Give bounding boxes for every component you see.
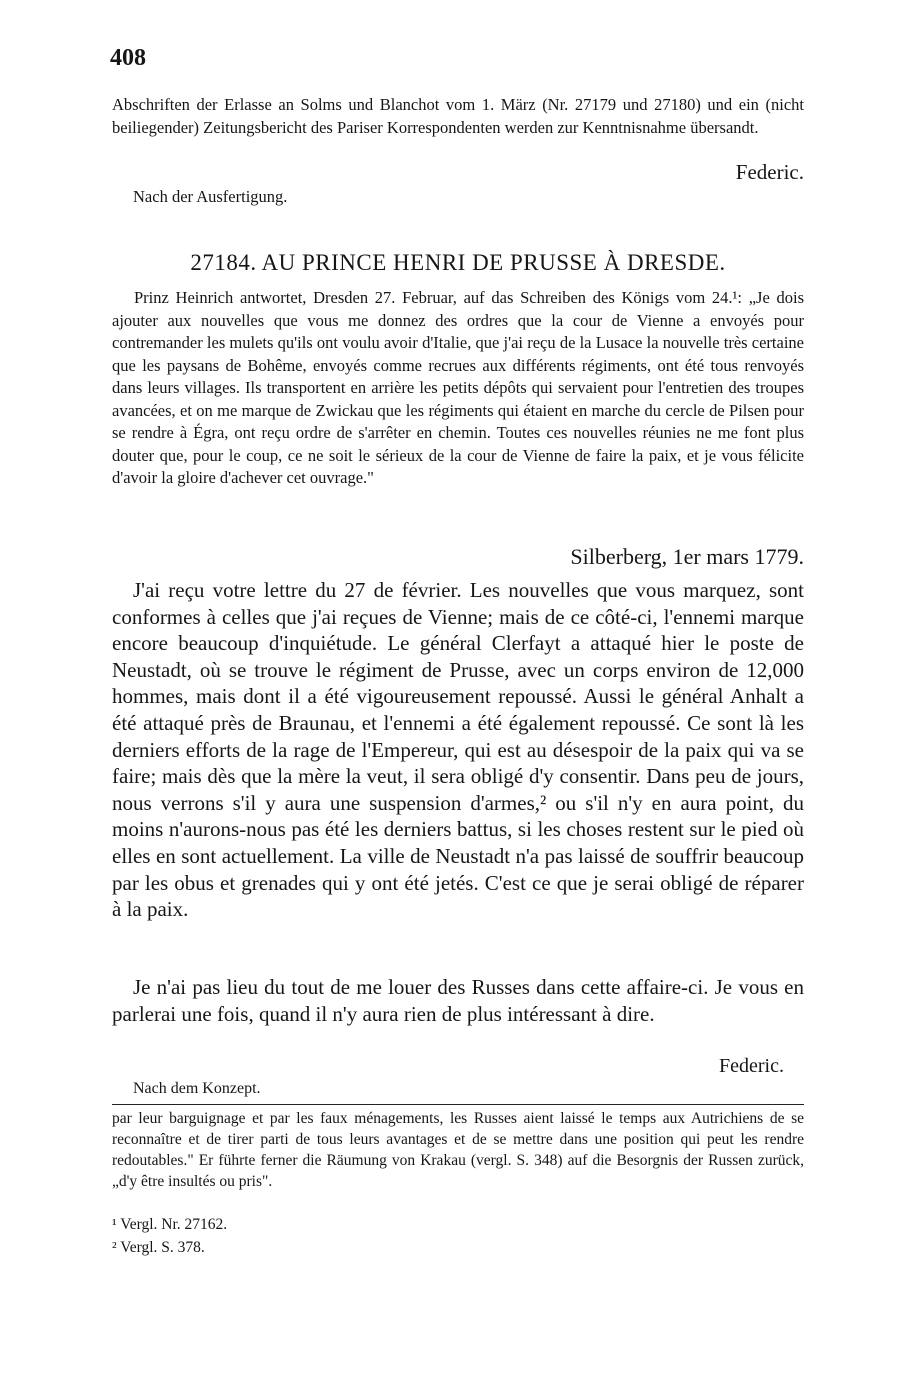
signature-2: Federic. [719, 1055, 784, 1077]
page-number: 408 [110, 45, 146, 71]
document-heading: 27184. AU PRINCE HENRI DE PRUSSE À DRESDE. [190, 250, 726, 275]
source-note-2: Nach dem Konzept. [133, 1080, 261, 1097]
footnote-2: ² Vergl. S. 378. [112, 1239, 205, 1256]
signature-1: Federic. [735, 160, 804, 184]
footnote-1: ¹ Vergl. Nr. 27162. [112, 1216, 228, 1233]
letter-body-paragraph-2: Je n'ai pas lieu du tout de me louer des Russes dans cette affaire-ci. Je vous en parlerai une fois, quand il n'y aura rien de plus intéressant à dire. [112, 975, 804, 1026]
summary-paragraph: Prinz Heinrich antwortet, Dresden 27. Februar, auf das Schreiben des Königs vom 24.¹: „Je dois ajouter aux nouvelles que vous me donnez des ordres que la cour de Vienne a envoyés pour contremander les mulets qu'ils ont voulu avoir d'Italie, que j'ai reçu de la Lusace la nouvelle très certaine que les paysans de Bohême, envoyés comme recrues aux différents régiments, ont été tous renvoyés dans leurs villages. Ils transportent en arrière les petits dépôts qui servaient pour l'entretien des troupes avancées, et on me marque de Zwickau que les régiments qui étaient en marche du cercle de Pilsen pour se rendre à Égra, ont reçu ordre de s'arrêter en chemin. Toutes ces nouvelles réunies ne me font plus douter que, pour le coup, ce ne soit le sérieux de la cour de Vienne de faire la paix, et je vous félicite d'avoir la gloire d'achever cet ouvrage." [112, 288, 804, 487]
intro-paragraph: Abschriften der Erlasse an Solms und Blanchot vom 1. März (Nr. 27179 und 27180) und ein (nicht beiliegender) Zeitungsbericht des Pariser Korrespondenten werden zur Kenntnisnahme übersandt. [112, 95, 804, 137]
letter-body-paragraph-1: J'ai reçu votre lettre du 27 de février. Les nouvelles que vous marquez, sont conformes à celles que j'ai reçues de Vienne; mais de ce côté-ci, l'ennemi marque encore beaucoup d'inquiétude. Le général Clerfayt a attaqué hier le poste de Neustadt, où se trouve le régiment de Prusse, avec un corps environ de 12,000 hommes, mais dont il a été vigoureusement repoussé. Aussi le général Anhalt a été attaqué près de Braunau, et l'ennemi a été également repoussé. Ce sont là les derniers efforts de la rage de l'Empereur, qui est au désespoir de la paix qui va se faire; mais dès que la mère la veut, il sera obligé d'y consentir. Dans peu de jours, nous verrons s'il y aura une suspension d'armes,² ou s'il n'y en aura point, du moins n'aurons-nous pas été les derniers battus, si les choses restent sur le pied où elles en sont actuellement. La ville de Neustadt n'a pas laissé de souffrir beaucoup par les obus et grenades qui y ont été jetés. C'est ce que je serai obligé de réparer à la paix. [112, 578, 804, 922]
source-note-1: Nach der Ausfertigung. [133, 187, 288, 206]
letter-date: Silberberg, 1er mars 1779. [570, 544, 804, 569]
footnote-continuation: par leur barguignage et par les faux ménagements, les Russes aient laissé le temps aux Autrichiens de se reconnaître et de tirer parti de tous leurs avantages et de se mettre dans une position qui peut les rendre redoutables." Er führte ferner die Räumung von Krakau (vergl. S. 348) auf die Besorgnis der Russen zurück, „d'y être insultés ou pris". [112, 1110, 804, 1190]
footnote-divider [112, 1104, 804, 1105]
